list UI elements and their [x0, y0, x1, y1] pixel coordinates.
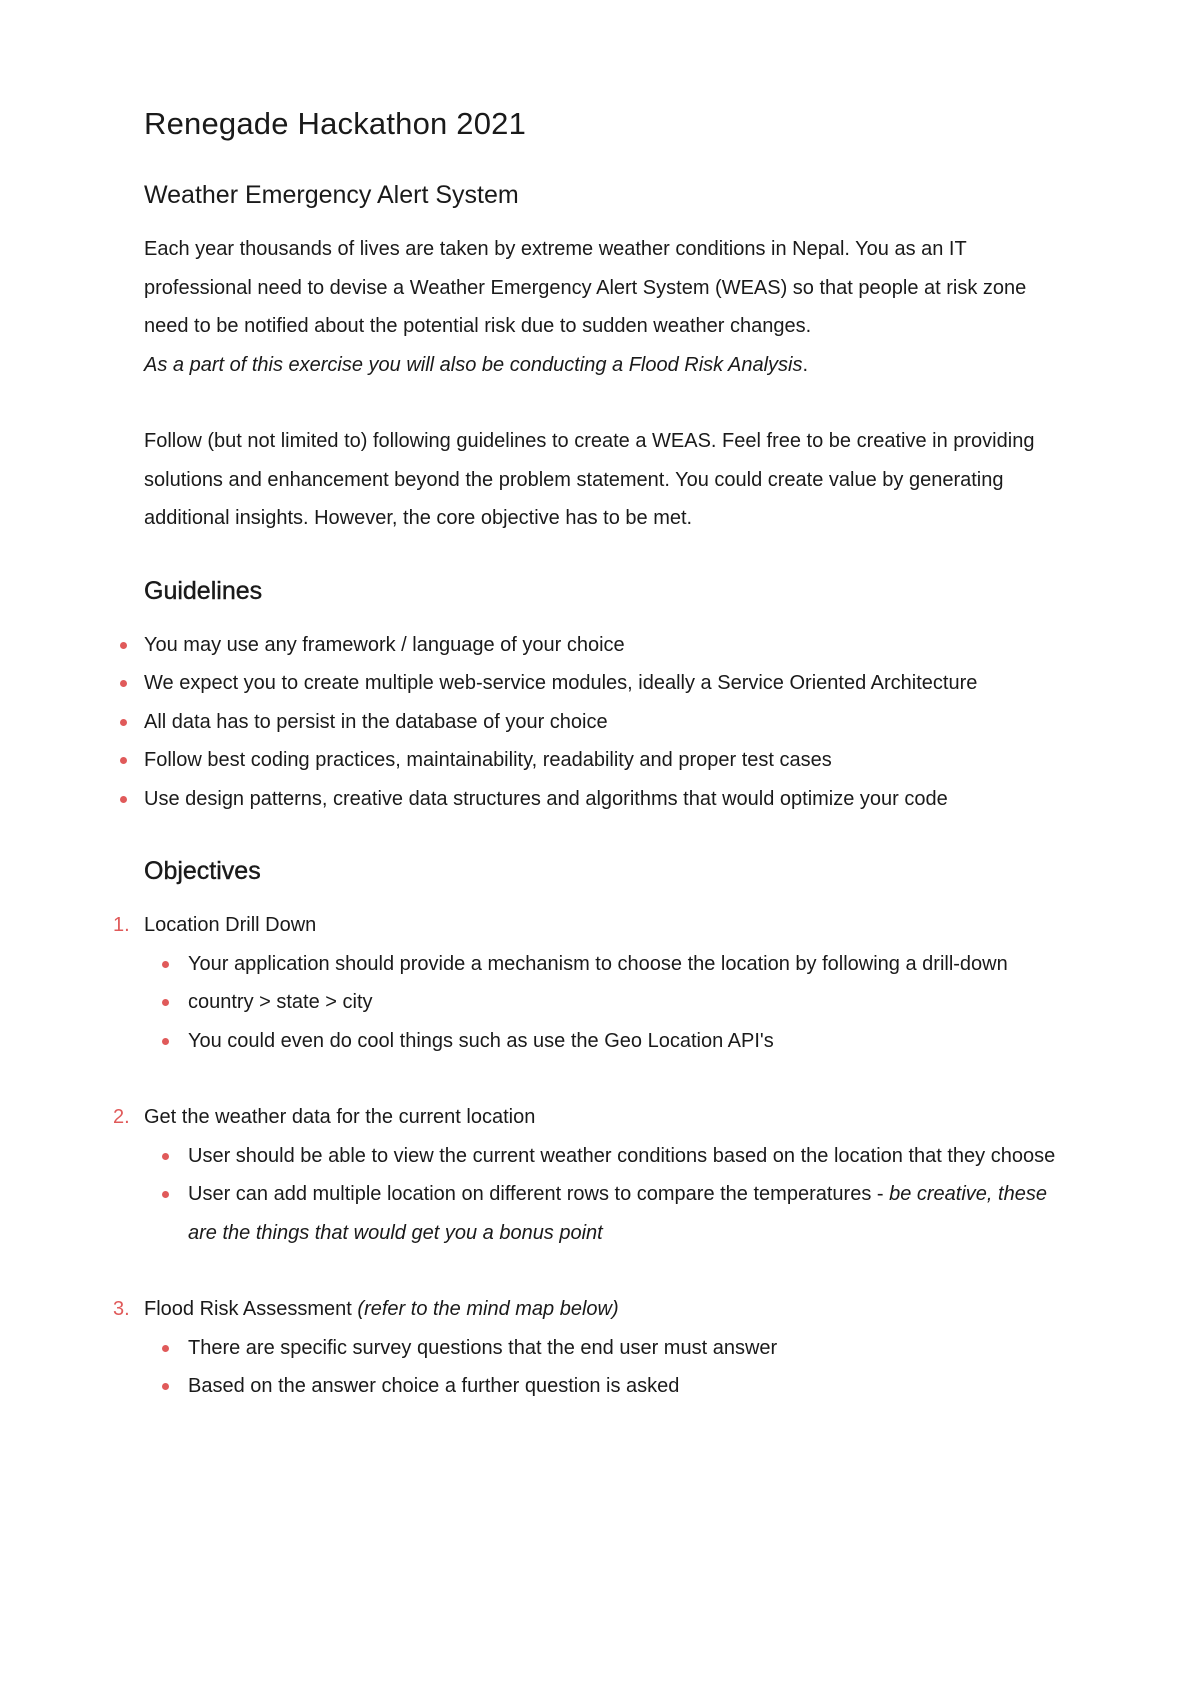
objective-item: [113, 906, 1064, 1060]
guideline-item: We expect you to create multiple web-service modules, ideally a Service Oriented Architecture: [144, 664, 1064, 703]
objective-sub-item: There are specific survey questions that the end user must answer: [188, 1329, 1064, 1368]
follow-paragraph: Follow (but not limited to) following guidelines to create a WEAS. Feel free to be creative in providing solutions and enhancement beyond the problem statement. You could create value by generating additional insights. However, the core objective has to be met.: [144, 430, 1035, 529]
objectives-list: [113, 906, 1064, 1406]
bullet-dot-icon: [162, 1191, 169, 1198]
document-page: [113, 100, 1064, 1444]
bullet-dot-icon: [120, 680, 127, 687]
objective-title: Flood Risk Assessment: [144, 1298, 358, 1320]
objective-number: 1.: [113, 914, 130, 936]
objective-title: Get the weather data for the current location: [144, 1106, 536, 1128]
guideline-item: You may use any framework / language of your choice: [144, 626, 1064, 665]
guidelines-list: [144, 626, 1064, 819]
objective-sub-list: [188, 1329, 1064, 1406]
bullet-dot-icon: [120, 719, 127, 726]
guideline-item: Follow best coding practices, maintainability, readability and proper test cases: [144, 741, 1064, 780]
objective-sub-item: country > state > city: [188, 983, 1064, 1022]
bullet-dot-icon: [162, 1038, 169, 1045]
objective-sub-item: Your application should provide a mechanism to choose the location by following a drill-down: [188, 945, 1064, 984]
objective-number: 3.: [113, 1298, 130, 1320]
bullet-dot-icon: [162, 1383, 169, 1390]
bullet-dot-icon: [120, 642, 127, 649]
objective-item: [113, 1290, 1064, 1406]
guideline-item: All data has to persist in the database of your choice: [144, 703, 1064, 742]
document-subtitle: Weather Emergency Alert System: [144, 181, 519, 209]
objective-title-note: (refer to the mind map below): [357, 1298, 619, 1320]
bullet-dot-icon: [162, 1153, 169, 1160]
intro-italic-tail: .: [802, 353, 809, 376]
objective-sub-list: [188, 945, 1064, 1061]
document-title: Renegade Hackathon 2021: [144, 106, 527, 141]
objective-number: 2.: [113, 1106, 130, 1128]
intro-text: Each year thousands of lives are taken by extreme weather conditions in Nepal. You as an IT professional need to devise a Weather Emergency Alert System (WEAS) so that people at risk zone need to be notified about the potential risk due to sudden weather changes.: [144, 238, 1027, 337]
bullet-dot-icon: [162, 1345, 169, 1352]
objective-sub-item: User can add multiple location on different rows to compare the temperatures - be creative, these are the things that would get you a bonus point: [188, 1175, 1064, 1252]
intro-italic-text: As a part of this exercise you will also be conducting a Flood Risk Analysis: [144, 353, 803, 376]
objective-sub-item: You could even do cool things such as use the Geo Location API's: [188, 1022, 1064, 1061]
objective-title: Location Drill Down: [144, 914, 317, 936]
bullet-dot-icon: [162, 999, 169, 1006]
objective-sub-item: User should be able to view the current weather conditions based on the location that they choose: [188, 1137, 1064, 1176]
guidelines-heading: Guidelines: [144, 576, 263, 605]
objective-item: [113, 1098, 1064, 1252]
objective-sub-item: Based on the answer choice a further question is asked: [188, 1367, 1064, 1406]
intro-paragraph: [144, 230, 1064, 384]
bullet-dot-icon: [162, 961, 169, 968]
objectives-heading: Objectives: [144, 857, 261, 885]
bullet-dot-icon: [120, 796, 127, 803]
bullet-dot-icon: [120, 757, 127, 764]
objective-sub-list: [188, 1137, 1064, 1253]
guideline-item: Use design patterns, creative data structures and algorithms that would optimize your code: [144, 780, 1064, 819]
